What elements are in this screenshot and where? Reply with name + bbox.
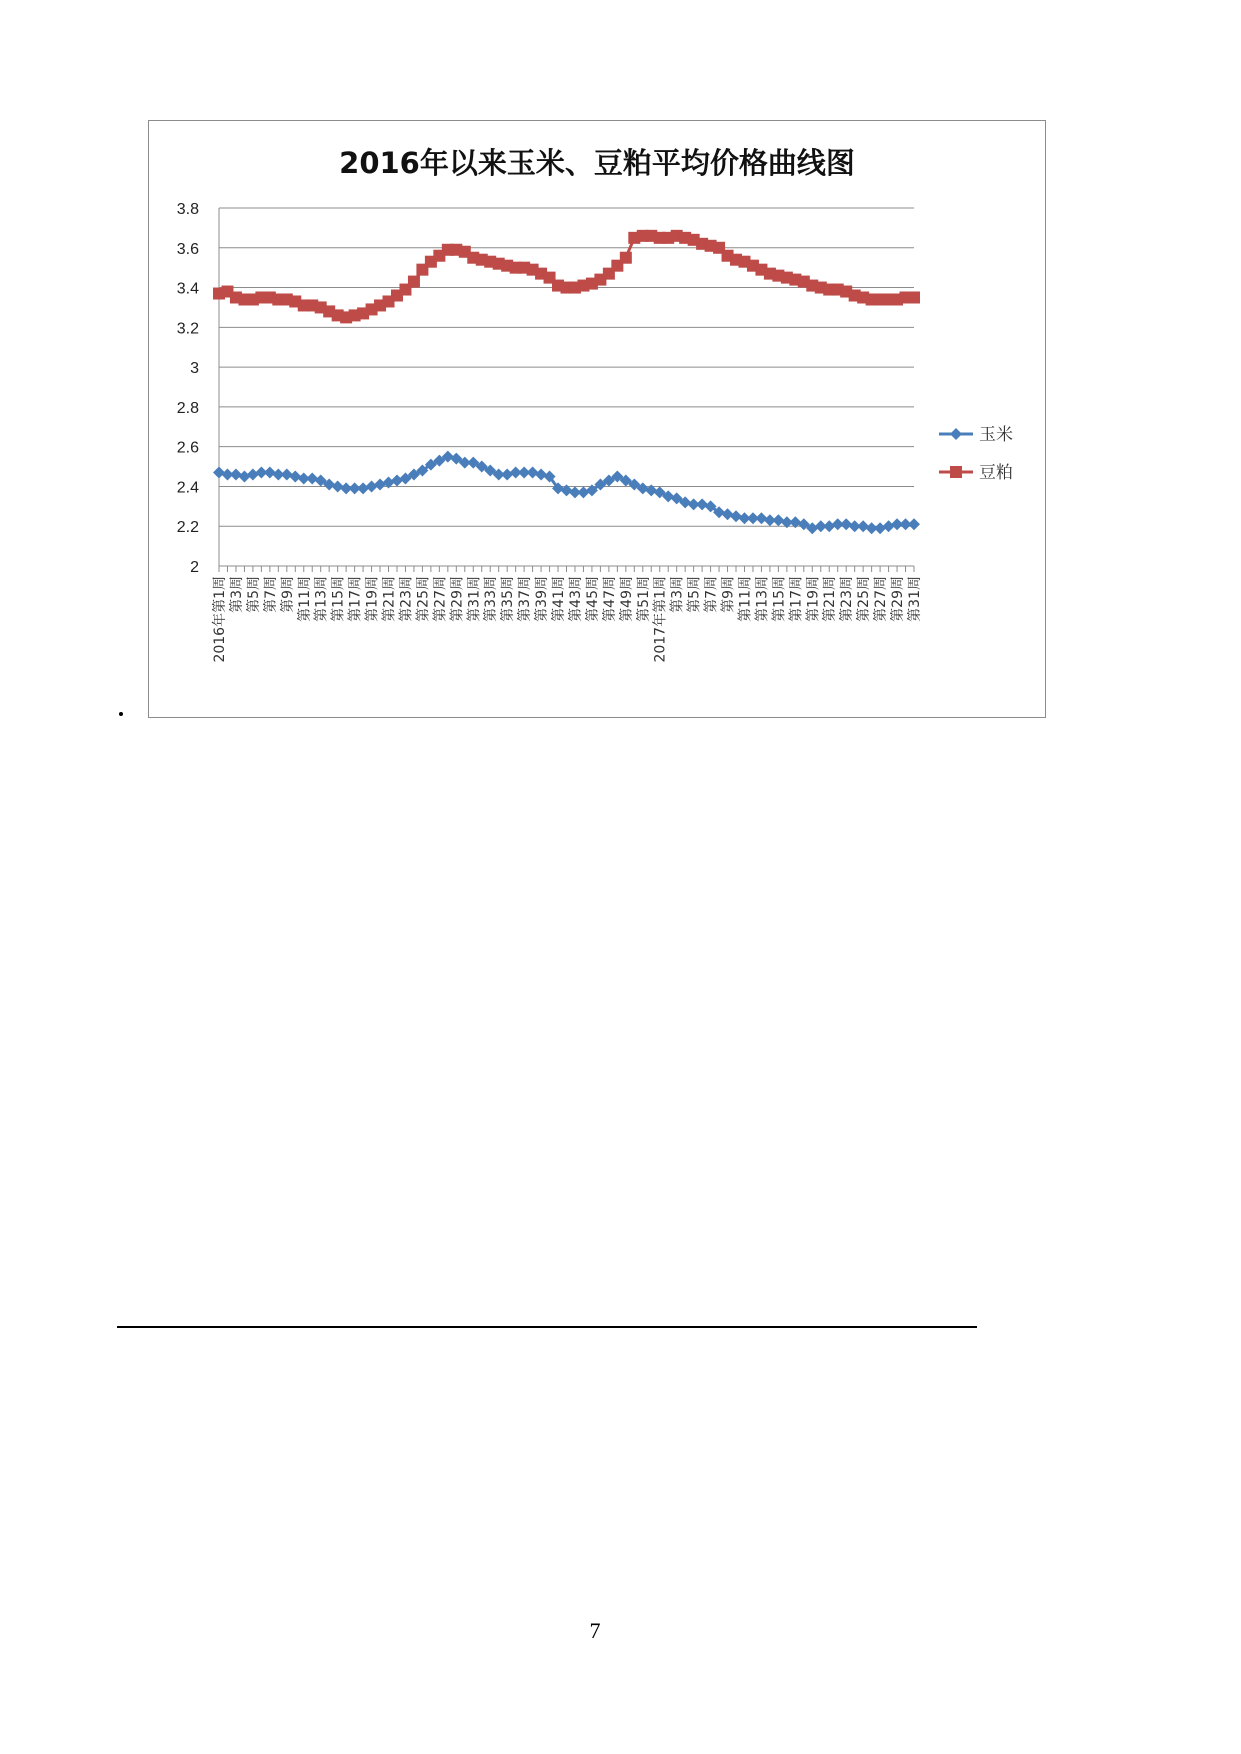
data-point-diamond	[230, 469, 242, 481]
data-point-diamond	[289, 471, 301, 483]
data-point-diamond	[332, 480, 344, 492]
y-tick-label: 2.2	[176, 519, 199, 537]
x-tick-label: 2016年第1周	[212, 576, 228, 663]
x-tick-label: 第47周	[601, 576, 618, 622]
data-point-diamond	[696, 498, 708, 510]
y-tick-label: 3.6	[176, 240, 199, 258]
data-point-diamond	[874, 522, 886, 534]
data-point-diamond	[840, 518, 852, 530]
x-tick-label: 第17周	[347, 576, 364, 622]
data-point-diamond	[374, 478, 386, 490]
x-tick-label: 第17周	[788, 576, 805, 622]
x-tick-label: 第37周	[517, 576, 534, 622]
x-tick-label: 第5周	[686, 576, 703, 613]
x-tick-label: 2017年第1周	[652, 576, 669, 663]
x-tick-label: 第31周	[466, 576, 483, 622]
x-tick-label: 第7周	[262, 576, 279, 613]
x-tick-label: 第23周	[839, 576, 856, 622]
x-tick-label: 第9周	[720, 576, 737, 613]
line-chart	[149, 121, 1047, 719]
x-tick-label: 第5周	[245, 576, 262, 613]
y-tick-label: 2	[190, 559, 199, 576]
x-tick-label: 第11周	[296, 576, 313, 622]
legend-label-1: 豆粕	[979, 463, 1013, 483]
data-point-diamond	[730, 510, 742, 522]
legend-label-0: 玉米	[979, 425, 1013, 445]
data-point-diamond	[577, 486, 589, 498]
x-tick-label: 第35周	[500, 576, 517, 622]
x-tick-label: 第31周	[907, 576, 923, 622]
x-tick-label: 第45周	[584, 576, 601, 622]
x-tick-label: 第3周	[228, 576, 245, 613]
x-tick-label: 第13周	[313, 576, 330, 622]
data-point-diamond	[247, 469, 259, 481]
chart-title: 2016年以来玉米、豆粕平均价格曲线图	[339, 146, 855, 180]
x-tick-label: 第51周	[635, 576, 652, 622]
chart-frame	[148, 120, 1046, 718]
x-tick-label: 第21周	[822, 576, 839, 622]
y-tick-label: 2.6	[176, 439, 199, 457]
x-tick-label: 第19周	[364, 576, 381, 622]
data-point-diamond	[908, 518, 920, 530]
x-tick-label: 第25周	[415, 576, 432, 622]
x-tick-label: 第15周	[771, 576, 788, 622]
data-point-diamond	[772, 514, 784, 526]
x-tick-label: 第13周	[754, 576, 771, 622]
legend-marker-square	[950, 466, 962, 478]
legend-marker-diamond	[950, 428, 962, 440]
x-tick-label: 第27周	[873, 576, 890, 622]
data-point-diamond	[722, 508, 734, 520]
x-tick-label: 第43周	[567, 576, 584, 622]
data-point-diamond	[527, 467, 539, 479]
y-tick-label: 3.8	[176, 201, 199, 218]
data-point-diamond	[366, 480, 378, 492]
x-tick-label: 第21周	[381, 576, 398, 622]
x-tick-label: 第25周	[856, 576, 873, 622]
footnote-rule	[117, 1326, 977, 1328]
data-point-square	[620, 252, 632, 264]
data-point-diamond	[857, 520, 869, 532]
x-tick-label: 第11周	[737, 576, 754, 622]
x-tick-label: 第19周	[805, 576, 822, 622]
y-tick-label: 3.4	[176, 280, 199, 298]
page-number: 7	[589, 1618, 601, 1643]
x-tick-label: 第39周	[534, 576, 551, 622]
x-tick-label: 第3周	[669, 576, 686, 613]
x-tick-label: 第27周	[432, 576, 449, 622]
data-point-diamond	[213, 467, 225, 479]
data-point-square	[908, 292, 920, 304]
data-point-diamond	[823, 520, 835, 532]
x-tick-label: 第15周	[330, 576, 347, 622]
data-point-square	[408, 276, 420, 288]
list-bullet	[119, 712, 123, 716]
y-tick-label: 3	[190, 360, 199, 378]
y-tick-label: 3.2	[176, 320, 199, 338]
x-tick-label: 第29周	[890, 576, 907, 622]
y-tick-label: 2.8	[176, 399, 199, 417]
x-tick-label: 第33周	[483, 576, 500, 622]
data-point-diamond	[535, 469, 547, 481]
x-tick-label: 第7周	[703, 576, 720, 613]
x-tick-label: 第23周	[398, 576, 415, 622]
data-point-diamond	[264, 467, 276, 479]
data-point-diamond	[391, 474, 403, 486]
data-point-diamond	[281, 469, 293, 481]
x-tick-label: 第41周	[551, 576, 568, 622]
x-tick-label: 第9周	[279, 576, 296, 613]
data-point-diamond	[883, 520, 895, 532]
data-point-diamond	[238, 471, 250, 483]
data-point-diamond	[755, 512, 767, 524]
x-tick-label: 第49周	[618, 576, 635, 622]
data-point-diamond	[501, 469, 513, 481]
x-tick-label: 第29周	[449, 576, 466, 622]
data-point-diamond	[357, 482, 369, 494]
data-point-diamond	[306, 472, 318, 484]
y-tick-label: 2.4	[176, 479, 199, 497]
